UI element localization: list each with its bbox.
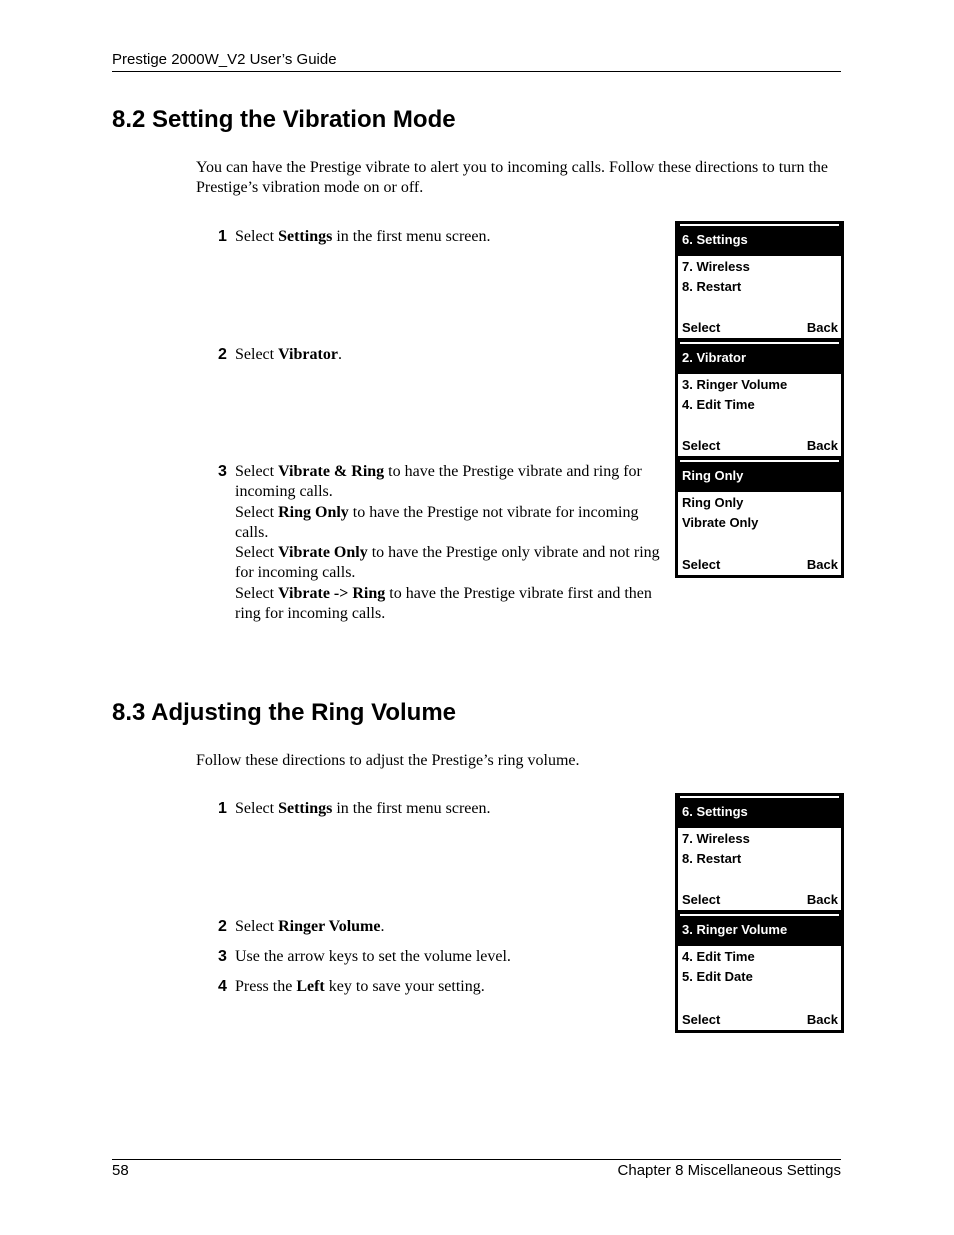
screen-body bbox=[678, 492, 841, 575]
screen-top-line bbox=[680, 914, 839, 916]
step-text bbox=[235, 917, 675, 937]
screen-top-line bbox=[680, 796, 839, 798]
menu-item: 7. Wireless bbox=[682, 259, 750, 274]
screen-title: 6. Settings bbox=[682, 232, 748, 247]
step-line: Select Settings in the first menu screen. bbox=[235, 800, 491, 817]
screen-top-line bbox=[680, 224, 839, 226]
step-text bbox=[235, 977, 675, 997]
section-heading-8-2: 8.2 Setting the Vibration Mode bbox=[112, 106, 456, 133]
step-text bbox=[235, 227, 675, 247]
step-number: 3 bbox=[218, 948, 227, 965]
menu-item: Ring Only bbox=[682, 495, 744, 510]
screen-body bbox=[678, 374, 841, 456]
softkey-back: Back bbox=[806, 438, 838, 453]
step-line: Select Vibrate & Ring to have the Prestige vibrate and ring for incoming calls. bbox=[235, 463, 642, 501]
section-intro-8-2: You can have the Prestige vibrate to alert you to incoming calls. Follow these directions to turn the Prestige’s vibration mode on or off. bbox=[196, 159, 829, 196]
lcd-screen-settings-2 bbox=[675, 793, 844, 913]
step-line: Use the arrow keys to set the volume level. bbox=[235, 948, 511, 965]
step-line: Press the Left key to save your setting. bbox=[235, 978, 485, 995]
screen-title: 2. Vibrator bbox=[682, 350, 747, 365]
lcd-screen-ringer-volume bbox=[675, 911, 844, 1033]
screen-top-line bbox=[680, 342, 839, 344]
section-heading-8-3: 8.3 Adjusting the Ring Volume bbox=[112, 699, 457, 726]
lcd-screen-ring-only bbox=[675, 457, 844, 578]
footer-rule bbox=[112, 1159, 841, 1160]
softkey-select: Select bbox=[682, 557, 721, 572]
menu-item: 3. Ringer Volume bbox=[682, 377, 788, 392]
step-text bbox=[235, 947, 675, 967]
menu-item: 4. Edit Time bbox=[682, 949, 755, 964]
softkey-select: Select bbox=[682, 892, 721, 907]
screen-top-line bbox=[680, 460, 839, 462]
step-text bbox=[235, 462, 671, 624]
menu-item: 8. Restart bbox=[682, 851, 742, 866]
step-text bbox=[235, 345, 675, 365]
screen-title: Ring Only bbox=[682, 468, 744, 483]
step-text bbox=[235, 799, 675, 819]
step-number: 4 bbox=[218, 978, 227, 995]
softkey-back: Back bbox=[806, 892, 838, 907]
step-line: Select Vibrate -> Ring to have the Prestige vibrate first and then ring for incoming calls. bbox=[235, 584, 652, 623]
screen-title: 3. Ringer Volume bbox=[682, 922, 788, 937]
step-number: 2 bbox=[218, 918, 227, 935]
softkey-select: Select bbox=[682, 320, 721, 335]
step-line: Select Vibrate Only to have the Prestige only vibrate and not ring for incoming calls. bbox=[235, 544, 660, 582]
step-number: 3 bbox=[218, 463, 227, 480]
softkey-back: Back bbox=[806, 557, 838, 572]
step-number: 1 bbox=[218, 800, 227, 817]
step-number: 1 bbox=[218, 228, 227, 245]
screen-title: 6. Settings bbox=[682, 804, 748, 819]
softkey-select: Select bbox=[682, 438, 721, 453]
menu-item: 8. Restart bbox=[682, 279, 742, 294]
step-number: 2 bbox=[218, 346, 227, 363]
softkey-back: Back bbox=[806, 320, 838, 335]
header-rule bbox=[112, 71, 841, 72]
screen-body bbox=[678, 946, 841, 1030]
lcd-screen-vibrator bbox=[675, 339, 844, 459]
menu-item: 5. Edit Date bbox=[682, 969, 753, 984]
running-header: Prestige 2000W_V2 User’s Guide bbox=[112, 51, 337, 68]
softkey-select: Select bbox=[682, 1012, 721, 1027]
menu-item: 4. Edit Time bbox=[682, 397, 755, 412]
lcd-screen-settings bbox=[675, 221, 844, 341]
page-number: 58 bbox=[112, 1162, 129, 1179]
screen-body bbox=[678, 828, 841, 910]
section-intro-8-3: Follow these directions to adjust the Prestige’s ring volume. bbox=[196, 752, 580, 769]
menu-item: Vibrate Only bbox=[682, 515, 759, 530]
step-line: Select Settings in the first menu screen. bbox=[235, 228, 491, 245]
menu-item: 7. Wireless bbox=[682, 831, 750, 846]
softkey-back: Back bbox=[806, 1012, 838, 1027]
step-line: Select Vibrator. bbox=[235, 346, 342, 363]
screen-body bbox=[678, 256, 841, 338]
step-line: Select Ringer Volume. bbox=[235, 918, 385, 935]
chapter-title: Chapter 8 Miscellaneous Settings bbox=[617, 1162, 841, 1179]
step-line: Select Ring Only to have the Prestige not vibrate for incoming calls. bbox=[235, 503, 639, 541]
